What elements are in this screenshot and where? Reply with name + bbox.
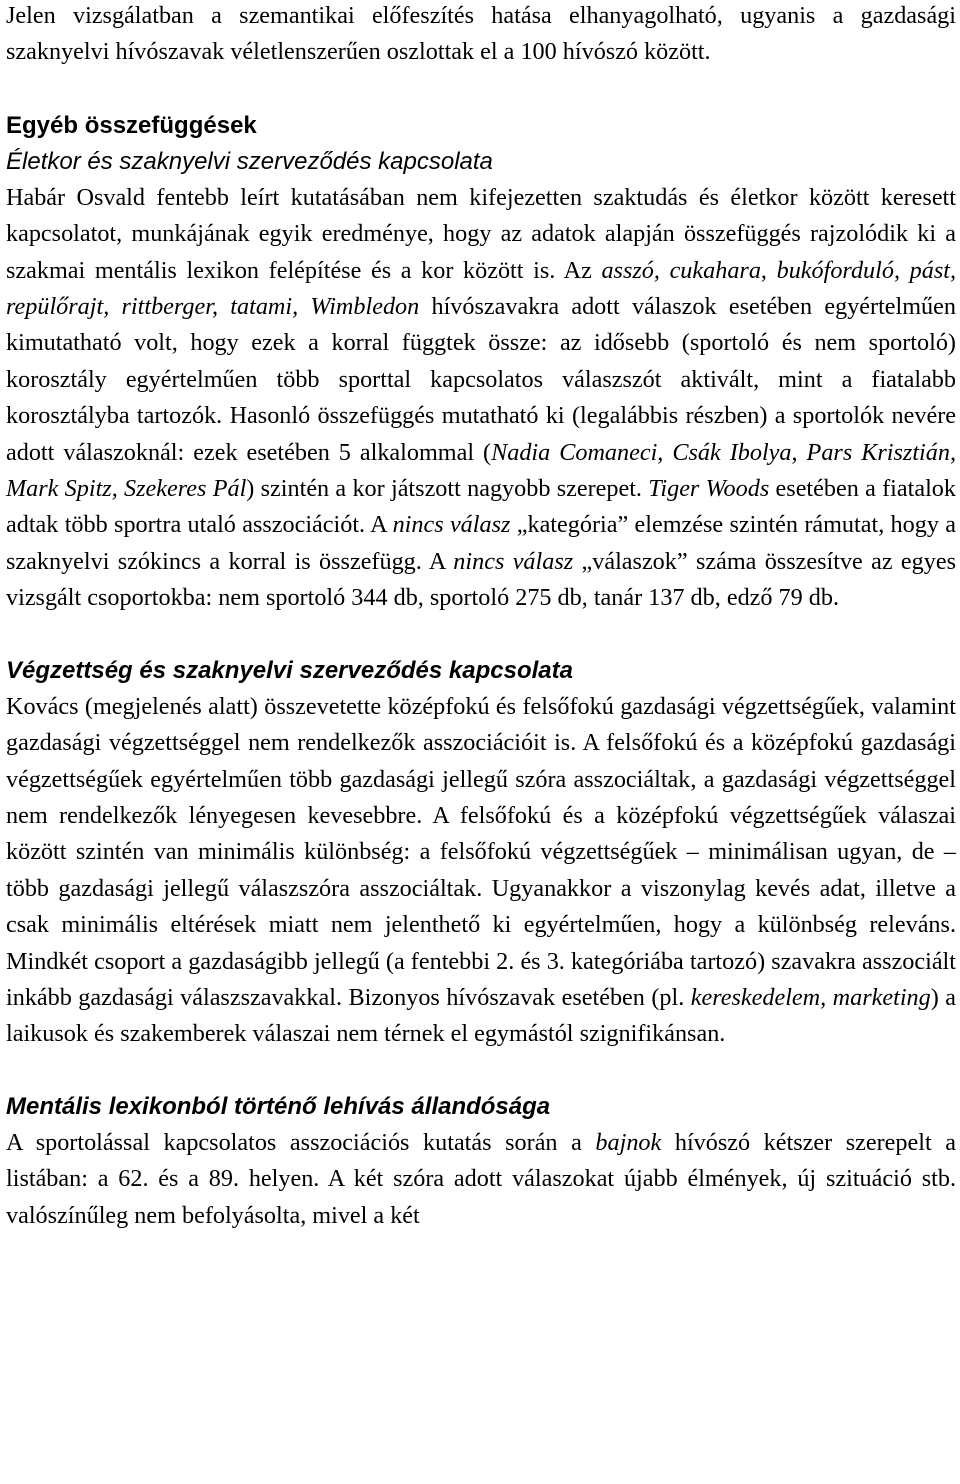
spacer <box>6 71 956 107</box>
age-paragraph: Habár Osvald fentebb leírt kutatásában nem kifejezetten szaktudás és életkor között keresett kapcsolatot, munkájának egyik eredménye, hogy az adatok alapján összefüggés rajzolódik ki a szakmai mentális lexikon felépítése és a kor között is. Az asszó, cukahara, bukóforduló, pást, repülőrajt, rittberger, tatami, Wimbledon hívószavakra adott válaszok esetében egyértelműen kimutatható volt, hogy ezek a korral függtek össze: az idősebb (sportoló és nem sportoló) korosztály egyértelműen több sporttal kapcsolatos válaszszót aktivált, mint a fiatalabb korosztályba tartozók. Hasonló összefüggés mutatható ki (legalábbis részben) a sportolók nevére adott válaszoknál: ezek esetében 5 alkalommal (Nadia Comaneci, Csák Ibolya, Pars Krisztián, Mark Spitz, Szekeres Pál) szintén a kor játszott nagyobb szerepet. Tiger Woods esetében a fiatalok adtak több sportra utaló asszociációt. A nincs válasz „kategória” elemzése szintén rámutat, hogy a szaknyelvi szókincs a korral is összefügg. A nincs válasz „válaszok” száma összesítve az egyes vizsgált csoportokba: nem sportoló 344 db, sportoló 275 db, tanár 137 db, edző 79 db. <box>6 183 957 612</box>
section-heading-other-correlations: Egyéb összefüggések <box>6 111 257 139</box>
section-heading-education: Végzettség és szaknyelvi szerveződés kapcsolata <box>6 656 573 684</box>
document-page <box>6 0 956 1234</box>
spacer <box>6 617 956 653</box>
retrieval-paragraph: A sportolással kapcsolatos asszociációs kutatás során a bajnok hívószó kétszer szerepelt a listában: a 62. és a 89. helyen. A két szóra adott válaszokat újabb élmények, új szituáció stb. valószínűleg nem befolyásolta, mivel a két <box>6 1128 956 1229</box>
section-heading-retrieval: Mentális lexikonból történő lehívás állandósága <box>6 1092 551 1120</box>
spacer <box>6 1053 956 1089</box>
intro-paragraph: Jelen vizsgálatban a szemantikai előfeszítés hatása elhanyagolható, ugyanis a gazdasági szaknyelvi hívószavak véletlenszerűen oszlottak el a 100 hívószó között. <box>6 2 956 66</box>
education-paragraph: Kovács (megjelenés alatt) összevetette középfokú és felsőfokú gazdasági végzettségűek, valamint gazdasági végzettséggel nem rendelkezők asszociációit is. A felsőfokú és a középfokú gazdasági végzettségűek egyértelműen több gazdasági jellegű szóra asszociáltak, a gazdasági végzettséggel nem rendelkezők lényegesen kevesebbre. A felsőfokú és a középfokú végzettségűek válaszai között szintén van minimális különbség: a felsőfokú végzettségűek – minimálisan ugyan, de – több gazdasági jellegű válaszszóra asszociáltak. Ugyanakkor a viszonylag kevés adat, illetve a csak minimális eltérések miatt nem jelenthető ki egyértelműen, hogy a különbség releváns. Mindkét csoport a gazdaságibb jellegű (a fentebbi 2. és 3. kategóriába tartozó) szavakra asszociált inkább gazdasági válaszszavakkal. Bizonyos hívószavak esetében (pl. kereskedelem, marketing) a laikusok és szakemberek válaszai nem térnek el egymástól szignifikánsan. <box>6 692 957 1048</box>
subheading-age-correlation: Életkor és szaknyelvi szerveződés kapcsolata <box>6 147 493 175</box>
